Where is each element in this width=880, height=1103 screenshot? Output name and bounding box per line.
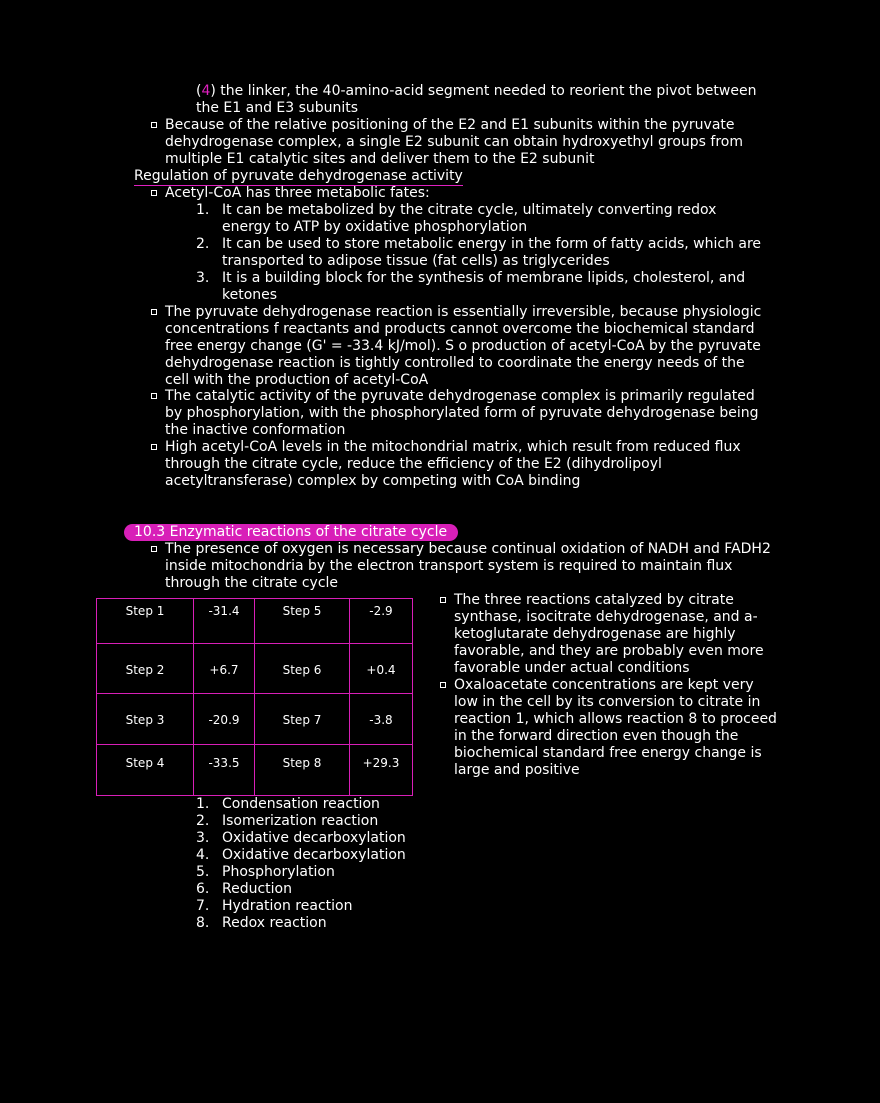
bullet-square-icon [440,682,446,688]
bullet-text: in the forward direction even though the [454,728,739,744]
reaction-number: 1. [196,796,210,812]
bullet-text: dehydrogenase complex, a single E2 subunit can obtain hydroxyethyl groups from [165,134,743,150]
bullet-square-icon [151,309,157,315]
linker-number: 4 [201,83,211,99]
reaction-label: Redox reaction [222,915,327,931]
bullet-text: biochemical standard free energy change is [454,745,762,761]
table-cell: -3.8 [350,694,413,745]
table-cell: Step 3 [97,694,194,745]
fate-text: transported to adipose tissue (fat cells) as triglycerides [222,253,610,269]
bullet-text: through the citrate cycle [165,575,339,591]
bullet-text: High acetyl-CoA levels in the mitochondrial matrix, which result from reduced flux [165,439,741,455]
table-row [97,644,413,694]
reaction-number: 8. [196,915,210,931]
bullet-text: favorable, and they are probably even more [454,643,764,659]
table-row [97,694,413,745]
bullet-text: Oxaloacetate concentrations are kept very [454,677,754,693]
table-cell: Step 1 [97,599,194,644]
fate-text: It can be used to store metabolic energy in the form of fatty acids, which are [222,236,762,252]
bullet-square-icon [151,393,157,399]
bullet-text: low in the cell by its conversion to citrate in [454,694,761,710]
bullet-text: inside mitochondria by the electron transport system is required to maintain flux [165,558,733,574]
reaction-label: Condensation reaction [222,796,380,812]
reaction-number: 2. [196,813,210,829]
reaction-number: 6. [196,881,210,897]
table-row [97,745,413,796]
bullet-text: ketoglutarate dehydrogenase are highly [454,626,736,642]
fate-text: ketones [222,287,278,303]
bullet-text: The presence of oxygen is necessary because continual oxidation of NADH and FADH2 [165,541,771,557]
fate-text: It is a building block for the synthesis of membrane lipids, cholesterol, and [222,270,746,286]
bullet-text: by phosphorylation, with the phosphorylated form of pyruvate dehydrogenase being [165,405,759,421]
reaction-label: Isomerization reaction [222,813,379,829]
table-cell: Step 7 [255,694,350,745]
bullet-text: favorable under actual conditions [454,660,690,676]
bullet-text: through the citrate cycle, reduce the efficiency of the E2 (dihydrolipoyl [165,456,662,472]
reaction-number: 4. [196,847,210,863]
bullet-text: The pyruvate dehydrogenase reaction is essentially irreversible, because physiologic [165,304,762,320]
free-energy-table [96,598,413,796]
fate-text: energy to ATP by oxidative phosphorylation [222,219,528,235]
bullet-text: cell with the production of acetyl-CoA [165,372,429,388]
reaction-label: Reduction [222,881,292,897]
regulation-heading: Regulation of pyruvate dehydrogenase activity [134,168,463,184]
table-cell: Step 5 [255,599,350,644]
fate-number: 2. [196,236,210,252]
fate-text: It can be metabolized by the citrate cycle, ultimately converting redox [222,202,717,218]
table-cell: -33.5 [194,745,255,796]
table-cell: +0.4 [350,644,413,694]
section-title: 10.3 Enzymatic reactions of the citrate cycle [134,524,448,540]
table-cell: Step 8 [255,745,350,796]
table-cell: +6.7 [194,644,255,694]
bullet-square-icon [151,122,157,128]
bullet-square-icon [440,597,446,603]
reaction-number: 7. [196,898,210,914]
fate-number: 1. [196,202,210,218]
fates-intro: Acetyl-CoA has three metabolic fates: [165,185,430,201]
bullet-text: free energy change (G' = -33.4 kJ/mol). S o production of acetyl-CoA by the pyruvate [165,338,761,354]
reaction-label: Phosphorylation [222,864,335,880]
bullet-text: dehydrogenase reaction is tightly controlled to coordinate the energy needs of the [165,355,745,371]
table-row [97,599,413,644]
reaction-number: 5. [196,864,210,880]
bullet-square-icon [151,444,157,450]
reaction-label: Oxidative decarboxylation [222,830,406,846]
bullet-text: the inactive conformation [165,422,346,438]
bullet-text: Because of the relative positioning of the E2 and E1 subunits within the pyruvate [165,117,735,133]
linker-item: (4) the linker, the 40-amino-acid segment needed to reorient the pivot between [196,83,757,99]
table-cell: -20.9 [194,694,255,745]
table-cell: -31.4 [194,599,255,644]
bullet-square-icon [151,190,157,196]
bullet-text: multiple E1 catalytic sites and deliver them to the E2 subunit [165,151,595,167]
fate-number: 3. [196,270,210,286]
table-cell: Step 4 [97,745,194,796]
reaction-label: Hydration reaction [222,898,353,914]
bullet-text: concentrations f reactants and products cannot overcome the biochemical standard [165,321,755,337]
bullet-text: synthase, isocitrate dehydrogenase, and a- [454,609,758,625]
bullet-square-icon [151,546,157,552]
linker-item-cont: the E1 and E3 subunits [196,100,359,116]
bullet-text: acetyltransferase) complex by competing with CoA binding [165,473,581,489]
bullet-text: large and positive [454,762,580,778]
reaction-number: 3. [196,830,210,846]
reaction-label: Oxidative decarboxylation [222,847,406,863]
table-cell: Step 6 [255,644,350,694]
bullet-text: reaction 1, which allows reaction 8 to proceed [454,711,777,727]
bullet-text: The catalytic activity of the pyruvate dehydrogenase complex is primarily regulated [165,388,755,404]
table-cell: Step 2 [97,644,194,694]
table-cell: +29.3 [350,745,413,796]
bullet-text: The three reactions catalyzed by citrate [454,592,734,608]
table-cell: -2.9 [350,599,413,644]
